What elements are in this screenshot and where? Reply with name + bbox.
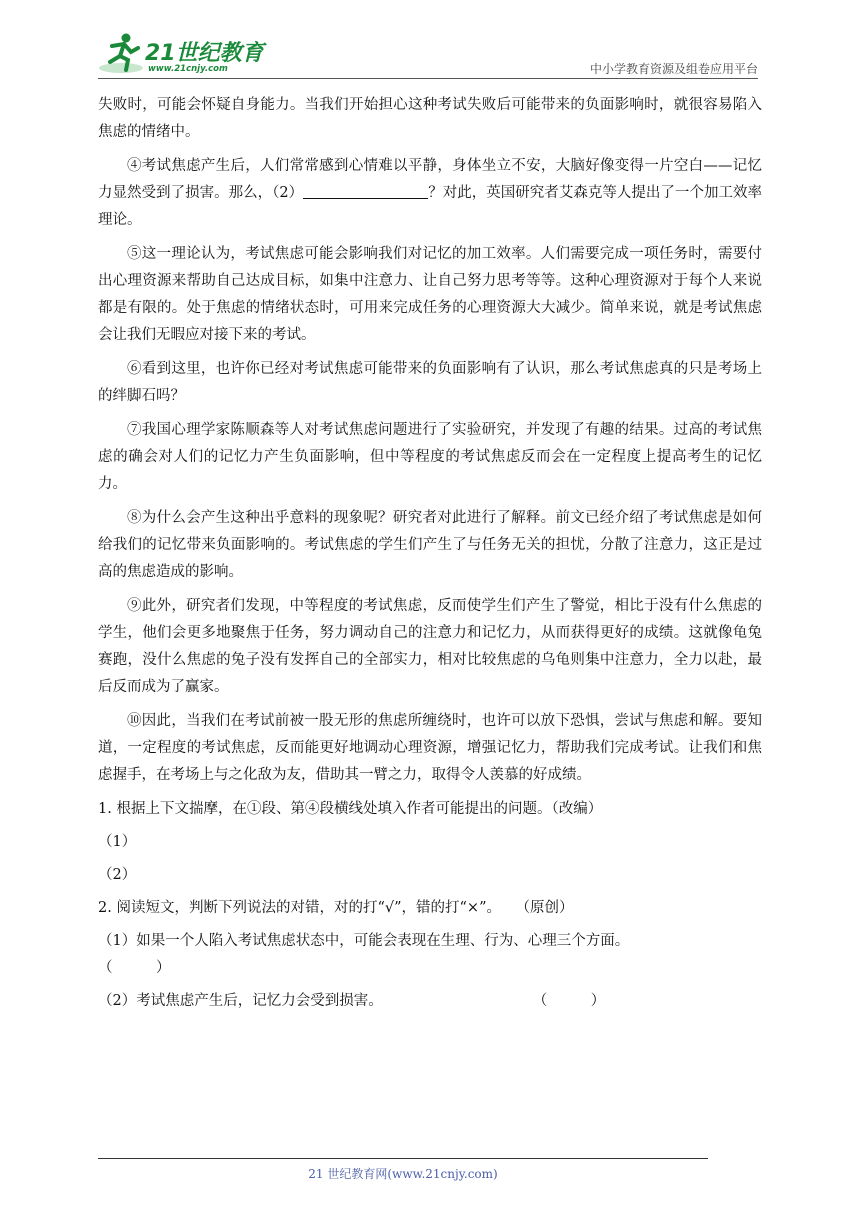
article-body <box>98 92 762 1021</box>
question-2-2 <box>98 988 762 1015</box>
question-1-2: （2） <box>98 867 137 883</box>
runner-icon <box>98 32 144 76</box>
paragraph-8: ⑧为什么会产生这种出乎意料的现象呢？研究者对此进行了解释。前文已经介绍了考试焦虑是如何给我们的记忆带来负面影响的。考试焦虑的学生们产生了与任务无关的担忧，分散了注意力，这正是过高的焦虑造成的影响。 <box>98 510 762 580</box>
answer-paren-2-2[interactable]: （ ） <box>532 993 606 1009</box>
answer-paren-2-1[interactable]: （ ） <box>98 960 171 976</box>
logo-url: www.21cnjy.com <box>148 64 228 74</box>
question-1: 1. 根据上下文揣摩，在①段、第④段横线处填入作者可能提出的问题。（改编） <box>98 801 603 817</box>
paragraph-4-text-b: ？对此，英国研究者艾森克等人提出了一个加工效率理论。 <box>98 185 762 228</box>
footer-divider <box>98 1158 708 1159</box>
paragraph-7: ⑦我国心理学家陈顺森等人对考试焦虑问题进行了实验研究，并发现了有趣的结果。过高的考试焦虑的确会对人们的记忆力产生负面影响，但中等程度的考试焦虑反而会在一定程度上提高考生的记忆力。 <box>98 422 762 492</box>
paragraph-continued: 失败时，可能会怀疑自身能力。当我们开始担心这种考试失败后可能带来的负面影响时，就很容易陷入焦虑的情绪中。 <box>98 97 762 140</box>
header-divider <box>98 78 758 79</box>
paragraph-9: ⑨此外，研究者们发现，中等程度的考试焦虑，反而使学生们产生了警觉，相比于没有什么焦虑的学生，他们会更多地聚焦于任务，努力调动自己的注意力和记忆力，从而获得更好的成绩。这就像龟兔赛跑，没什么焦虑的兔子没有发挥自己的全部实力，相对比较焦虑的乌龟则集中注意力，全力以赴，最后反而成为了赢家。 <box>98 598 762 695</box>
paragraph-10: ⑩因此，当我们在考试前被一股无形的焦虑所缠绕时，也许可以放下恐惧，尝试与焦虑和解。要知道，一定程度的考试焦虑，反而能更好地调动心理资源，增强记忆力，帮助我们完成考试。让我们和焦虑握手，在考场上与之化敌为友，借助其一臂之力，取得令人羡慕的好成绩。 <box>98 713 762 783</box>
page-footer: 21 世纪教育网(www.21cnjy.com) <box>308 1167 498 1181</box>
paragraph-4 <box>98 153 762 234</box>
question-2-1-text: （1）如果一个人陷入考试焦虑状态中，可能会表现在生理、行为、心理三个方面。 <box>98 933 630 949</box>
paragraph-6: ⑥看到这里，也许你已经对考试焦虑可能带来的负面影响有了认识，那么考试焦虑真的只是考场上的绊脚石吗？ <box>98 361 762 404</box>
question-2: 2. 阅读短文，判断下列说法的对错，对的打“√”，错的打“×”。 （原创） <box>98 900 574 916</box>
question-1-1: （1） <box>98 834 137 850</box>
logo-text: 21世纪教育 <box>145 41 264 66</box>
site-logo <box>98 30 268 78</box>
platform-name: 中小学教育资源及组卷应用平台 <box>589 62 758 76</box>
question-2-2-text: （2）考试焦虑产生后，记忆力会受到损害。 <box>98 993 383 1009</box>
paragraph-4-text-a: ④考试焦虑产生后，人们常常感到心情难以平静，身体坐立不安，大脑好像变得一片空白——记忆力显然受到了损害。那么，（2） <box>98 158 762 201</box>
question-2-1 <box>98 928 762 982</box>
page-header <box>98 30 758 78</box>
answer-blank-2[interactable] <box>303 184 428 199</box>
paragraph-5: ⑤这一理论认为，考试焦虑可能会影响我们对记忆的加工效率。人们需要完成一项任务时，需要付出心理资源来帮助自己达成目标，如集中注意力、让自己努力思考等等。这种心理资源对于每个人来说都是有限的。处于焦虑的情绪状态时，可用来完成任务的心理资源大大减少。简单来说，就是考试焦虑会让我们无暇应对接下来的考试。 <box>98 246 762 343</box>
